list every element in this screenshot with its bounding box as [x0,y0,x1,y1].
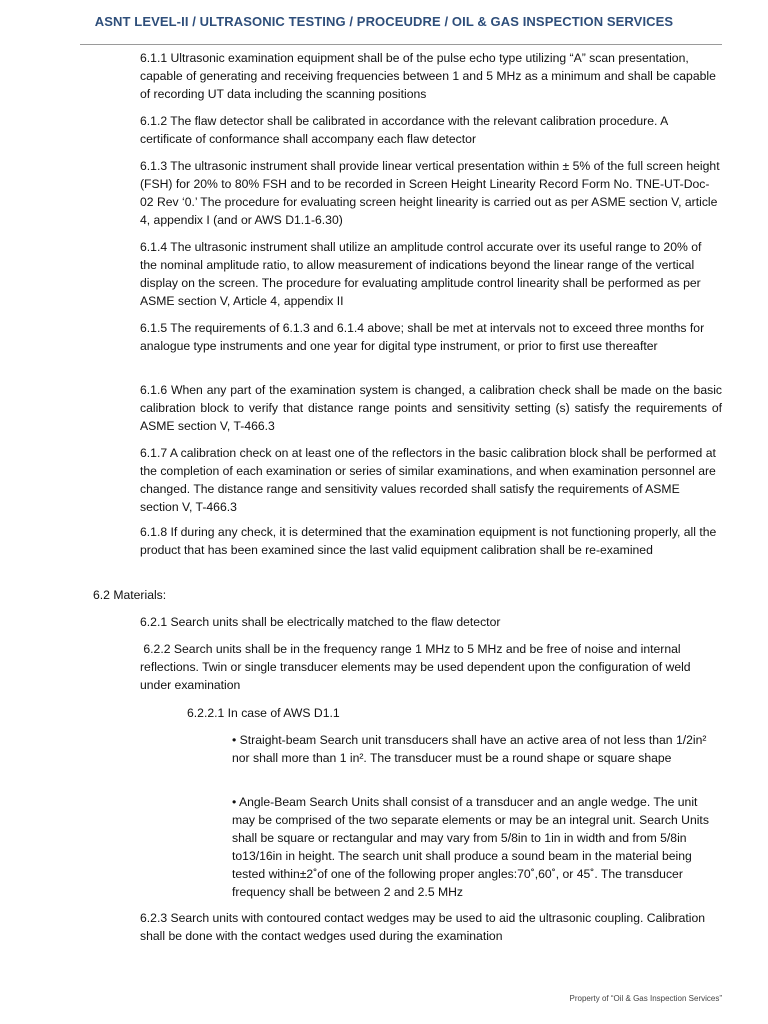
paragraph-6-1-6: 6.1.6 When any part of the examination system is changed, a calibration check shall be made on the basic calibration block to verify that distance range points and sensitivity setting (s) satisfy the requirements of ASME section V, T-466.3 [140,383,722,433]
header-divider [80,44,722,45]
paragraph-6-2-3: 6.2.3 Search units with contoured contact wedges may be used to aid the ultrasonic coupling. Calibration shall be done with the contact wedges used during the examination [140,911,706,943]
paragraph-6-1-8: 6.1.8 If during any check, it is determined that the examination equipment is not functioning properly, all the product that has been examined since the last valid equipment calibration shall be re-examined [140,525,717,557]
paragraph-6-1-5: 6.1.5 The requirements of 6.1.3 and 6.1.4 above; shall be met at intervals not to exceed three months for analogue type instruments and one year for digital type instrument, or prior to first use thereafter [140,321,705,353]
subsection-6-2-2-1-heading: 6.2.2.1 In case of AWS D1.1 [187,706,340,720]
paragraph-6-1-3: 6.1.3 The ultrasonic instrument shall provide linear vertical presentation within ± 5% of the full screen height (FSH) for 20% to 80% FSH and to be recorded in Screen Height Linearity Record Form No. TNE-UT-Doc-02 Rev ‘0.’ The procedure for evaluating screen height linearity is carried out as per ASME section V, article 4, appendix I (and or AWS D1.1-6.30) [140,159,720,227]
bullet-straight-beam: • Straight-beam Search unit transducers shall have an active area of not less than 1/2in² nor shall more than 1 in². The transducer must be a round shape or square shape [232,733,707,765]
footer-property-note: Property of “Oil & Gas Inspection Services” [569,994,722,1003]
paragraph-6-2-1: 6.2.1 Search units shall be electrically matched to the flaw detector [140,615,501,629]
paragraph-6-1-7: 6.1.7 A calibration check on at least one of the reflectors in the basic calibration block shall be performed at the completion of each examination or series of similar examinations, and when examination personnel are changed. The distance range and sensitivity values recorded shall satisfy the requirements of ASME section V, T-466.3 [140,446,716,514]
paragraph-6-2-2: 6.2.2 Search units shall be in the frequency range 1 MHz to 5 MHz and be free of noise and internal reflections. Twin or single transducer elements may be used dependent upon the configuration of weld under examination [140,642,694,692]
bullet-angle-beam: • Angle-Beam Search Units shall consist of a transducer and an angle wedge. The unit may be comprised of the two separate elements or may be an integral unit. Search Units shall be square or rectangular and may vary from 5/8in to 1in in width and from 5/8in to13/16in in height. The search unit shall produce a sound beam in the material being tested within±2˚of one of the following proper angles:70˚,60˚, or 45˚. The transducer frequency shall be between 2 and 2.5 MHz [232,795,709,899]
paragraph-6-1-1: 6.1.1 Ultrasonic examination equipment shall be of the pulse echo type utilizing “A” scan presentation, capable of generating and receiving frequencies between 1 and 5 MHz as a minimum and shall be capable of recording UT data including the scanning positions [140,51,716,101]
section-6-2-heading: 6.2 Materials: [93,588,167,602]
paragraph-6-1-2: 6.1.2 The flaw detector shall be calibrated in accordance with the relevant calibration procedure. A certificate of conformance shall accompany each flaw detector [140,114,668,146]
paragraph-6-1-4: 6.1.4 The ultrasonic instrument shall utilize an amplitude control accurate over its useful range to 20% of the nominal amplitude ratio, to allow measurement of indications beyond the linear range of the vertical display on the screen. The procedure for evaluating amplitude control linearity shall be performed as per ASME section V, Article 4, appendix II [140,240,702,308]
document-header-title: ASNT LEVEL-II / ULTRASONIC TESTING / PROCEUDRE / OIL & GAS INSPECTION SERVICES [94,14,674,29]
